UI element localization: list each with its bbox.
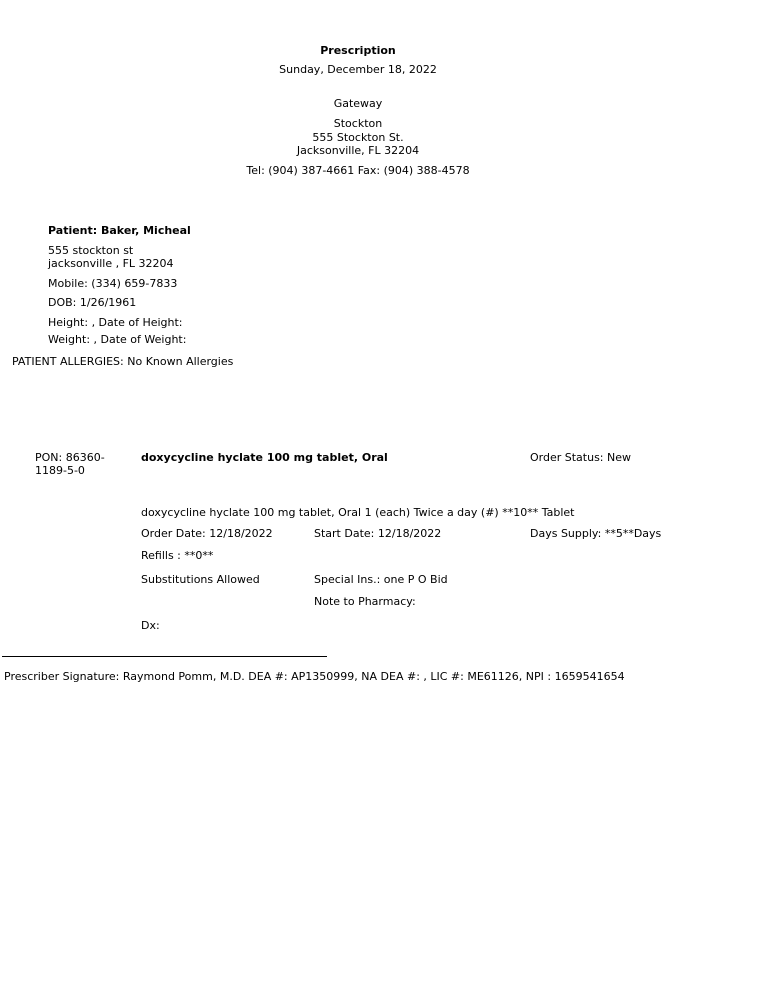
drug-title: doxycycline hyclate 100 mg tablet, Oral [141, 451, 388, 464]
patient-allergies: PATIENT ALLERGIES: No Known Allergies [12, 355, 234, 368]
pharmacy-name: Gateway [333, 97, 383, 110]
pharmacy-address-line2: Jacksonville, FL 32204 [296, 144, 420, 157]
patient-weight: Weight: , Date of Weight: [48, 333, 187, 346]
patient-name: Patient: Baker, Micheal [48, 224, 191, 237]
store-name: Stockton [333, 117, 383, 130]
patient-address-line2: jacksonville , FL 32204 [48, 257, 174, 270]
patient-dob: DOB: 1/26/1961 [48, 296, 137, 309]
patient-address-line1: 555 stockton st [48, 244, 134, 257]
diagnosis: Dx: [141, 619, 160, 632]
days-supply: Days Supply: **5**Days [530, 527, 662, 540]
sig-instructions: doxycycline hyclate 100 mg tablet, Oral 1 (each) Twice a day (#) **10** Tablet [141, 506, 575, 519]
prescription-date: Sunday, December 18, 2022 [279, 63, 437, 76]
pharmacy-phone-fax: Tel: (904) 387-4661 Fax: (904) 388-4578 [246, 164, 470, 177]
prescriber-signature: Prescriber Signature: Raymond Pomm, M.D. DEA #: AP1350999, NA DEA #: , LIC #: ME61126, NPI : 1659541654 [4, 670, 625, 683]
substitutions: Substitutions Allowed [141, 573, 260, 586]
note-to-pharmacy: Note to Pharmacy: [314, 595, 416, 608]
patient-height: Height: , Date of Height: [48, 316, 183, 329]
start-date: Start Date: 12/18/2022 [314, 527, 442, 540]
special-instructions: Special Ins.: one P O Bid [314, 573, 448, 586]
signature-line [2, 656, 327, 657]
patient-mobile: Mobile: (334) 659-7833 [48, 277, 178, 290]
order-status: Order Status: New [530, 451, 632, 464]
pharmacy-address-line1: 555 Stockton St. [312, 131, 404, 144]
order-date: Order Date: 12/18/2022 [141, 527, 273, 540]
document-title: Prescription [320, 44, 396, 57]
product-order-number: PON: 86360-1189-5-0 [35, 451, 105, 477]
refills: Refills : **0** [141, 549, 214, 562]
